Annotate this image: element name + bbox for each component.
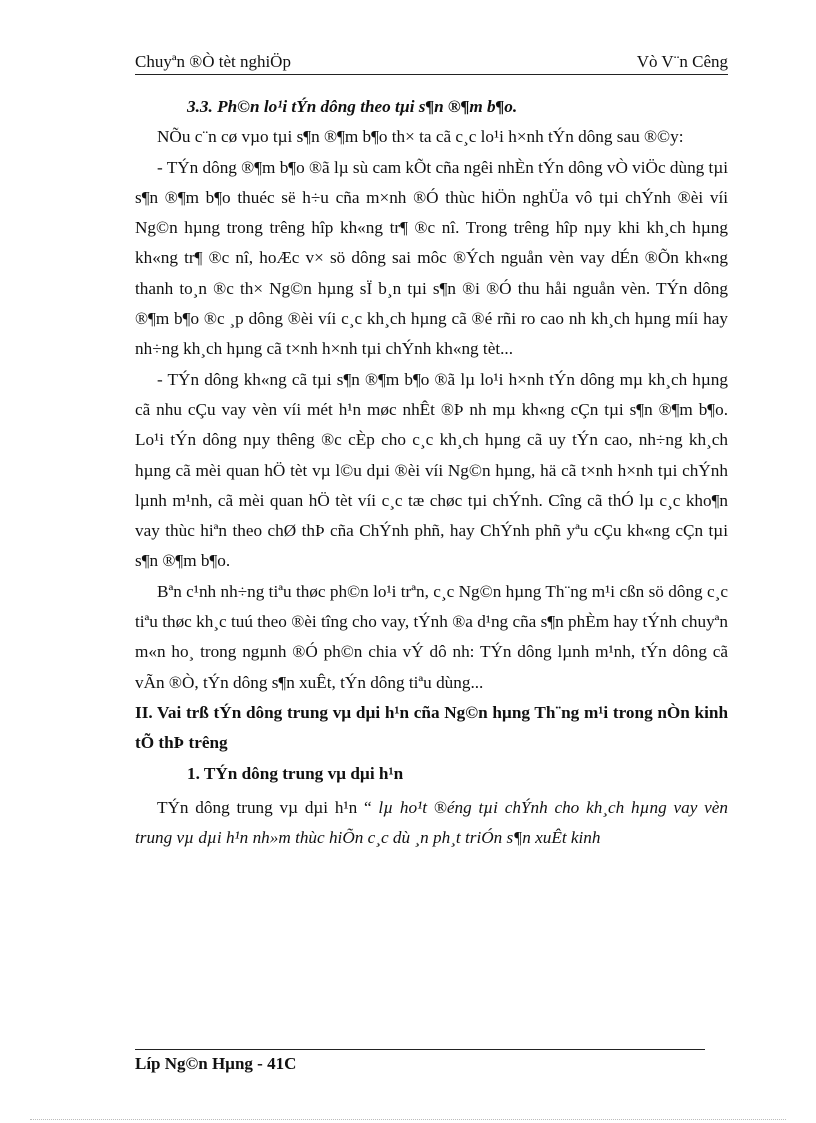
heading-section-II: II. Vai trß tÝn dông trung vµ dµi h¹n cña Ng©n hµng Th¨ng m¹i trong nÒn kinh tÕ thÞ trêng [135,702,728,753]
header-author: Vò V¨n Cêng [636,52,728,71]
page-boundary [30,1119,786,1120]
page-footer: Líp Ng©n Hµng - 41C [135,1054,297,1073]
definition-lead: TÝn dông trung vµ dµi h¹n “ [157,797,379,817]
bullet-secured-credit: - TÝn dông ®¶m b¶o ®ã lµ sù cam kÕt cña ngêi nhÈn tÝn dông vÒ viÖc dùng tµi s¶n ®¶m b¶o thuéc së h÷u cña m×nh ®Ó thùc hiÖn nghÜa vô tµi chÝnh ®èi víi Ng©n hµng trong trêng hîp kh«ng tr¶ ®c nî. Trong trêng hîp nµy khi kh¸ch hµng kh«ng tr¶ ®c nî, hoÆc v× sö dông sai môc ®Ých nguån vèn vay dÉn ®Õn kh«ng thanh to¸n ®c th× Ng©n hµng sÏ b¸n tµi s¶n ®i ®Ó thu håi nguån vèn. TÝn dông ®¶m b¶o ®c ¸p dông ®èi víi c¸c kh¸ch hµng cã ®é rñi ro cao nh kh¸ch hµng míi hay nh÷ng kh¸ch hµng cã t×nh h×nh tµi chÝnh kh«ng tèt... [135,157,729,359]
bullet-unsecured-credit: - TÝn dông kh«ng cã tµi s¶n ®¶m b¶o ®ã lµ lo¹i h×nh tÝn dông mµ kh¸ch hµng cã nhu cÇu vay vèn víi mét h¹n møc nhÊt ®Þ nh mµ kh«ng cÇn tµi s¶n ®¶m b¶o. Lo¹i tÝn dông nµy thêng ®c cÈp cho c¸c kh¸ch hµng cã uy tÝn cao, nh÷ng kh¸ch hµng cã mèi quan hÖ tèt vµ l©u dµi ®èi víi Ng©n hµng, hä cã t×nh h×nh tµi chÝnh lµnh m¹nh, cã mèi quan hÖ tèt víi c¸c tæ chøc tµi chÝnh. Cîng cã thÓ lµ c¸c kho¶n vay thùc hiªn theo chØ thÞ cña ChÝnh phñ, hay ChÝnh phñ yªu cÇu kh«ng cÇn tµi s¶n ®¶m b¶o. [135,369,728,571]
paragraph-definition [135,793,728,854]
definition-quote: lµ ho¹t ®éng tµi chÝnh cho kh¸ch hµng vay vèn trung vµ dµi h¹n nh»m thùc hiÕn c¸c dù ¸n ph¸t triÓn s¶n xuÊt kinh [135,797,728,848]
document-body [135,92,728,853]
header-thesis-title: Chuyªn ®Ò tèt nghiÖp [135,52,291,71]
footer-rule [135,1049,705,1050]
heading-3-3: 3.3. Ph©n lo¹i tÝn dông theo tµi s¶n ®¶m b¶o. [187,97,518,116]
heading-section-1: 1. TÝn dông trung vµ dµi h¹n [187,763,404,783]
page-header [135,50,728,75]
paragraph-summary: Bªn c¹nh nh÷ng tiªu thøc ph©n lo¹i trªn, c¸c Ng©n hµng Th¨ng m¹i cßn sö dông c¸c tiªu thøc kh¸c tuú theo ®èi tîng cho vay, tÝnh ®a d¹ng cña s¶n phÈm hay tÝnh chuyªn m«n ho¸ trong ngµnh ®Ó ph©n chia vÝ dô nh: TÝn dông lµnh m¹nh, tÝn dông cã vÃn ®Ò, tÝn dông s¶n xuÊt, tÝn dông tiªu dùng... [135,581,728,692]
paragraph-intro: NÕu c¨n cø vµo tµi s¶n ®¶m b¶o th× ta cã c¸c lo¹i h×nh tÝn dông sau ®©y: [157,127,684,147]
